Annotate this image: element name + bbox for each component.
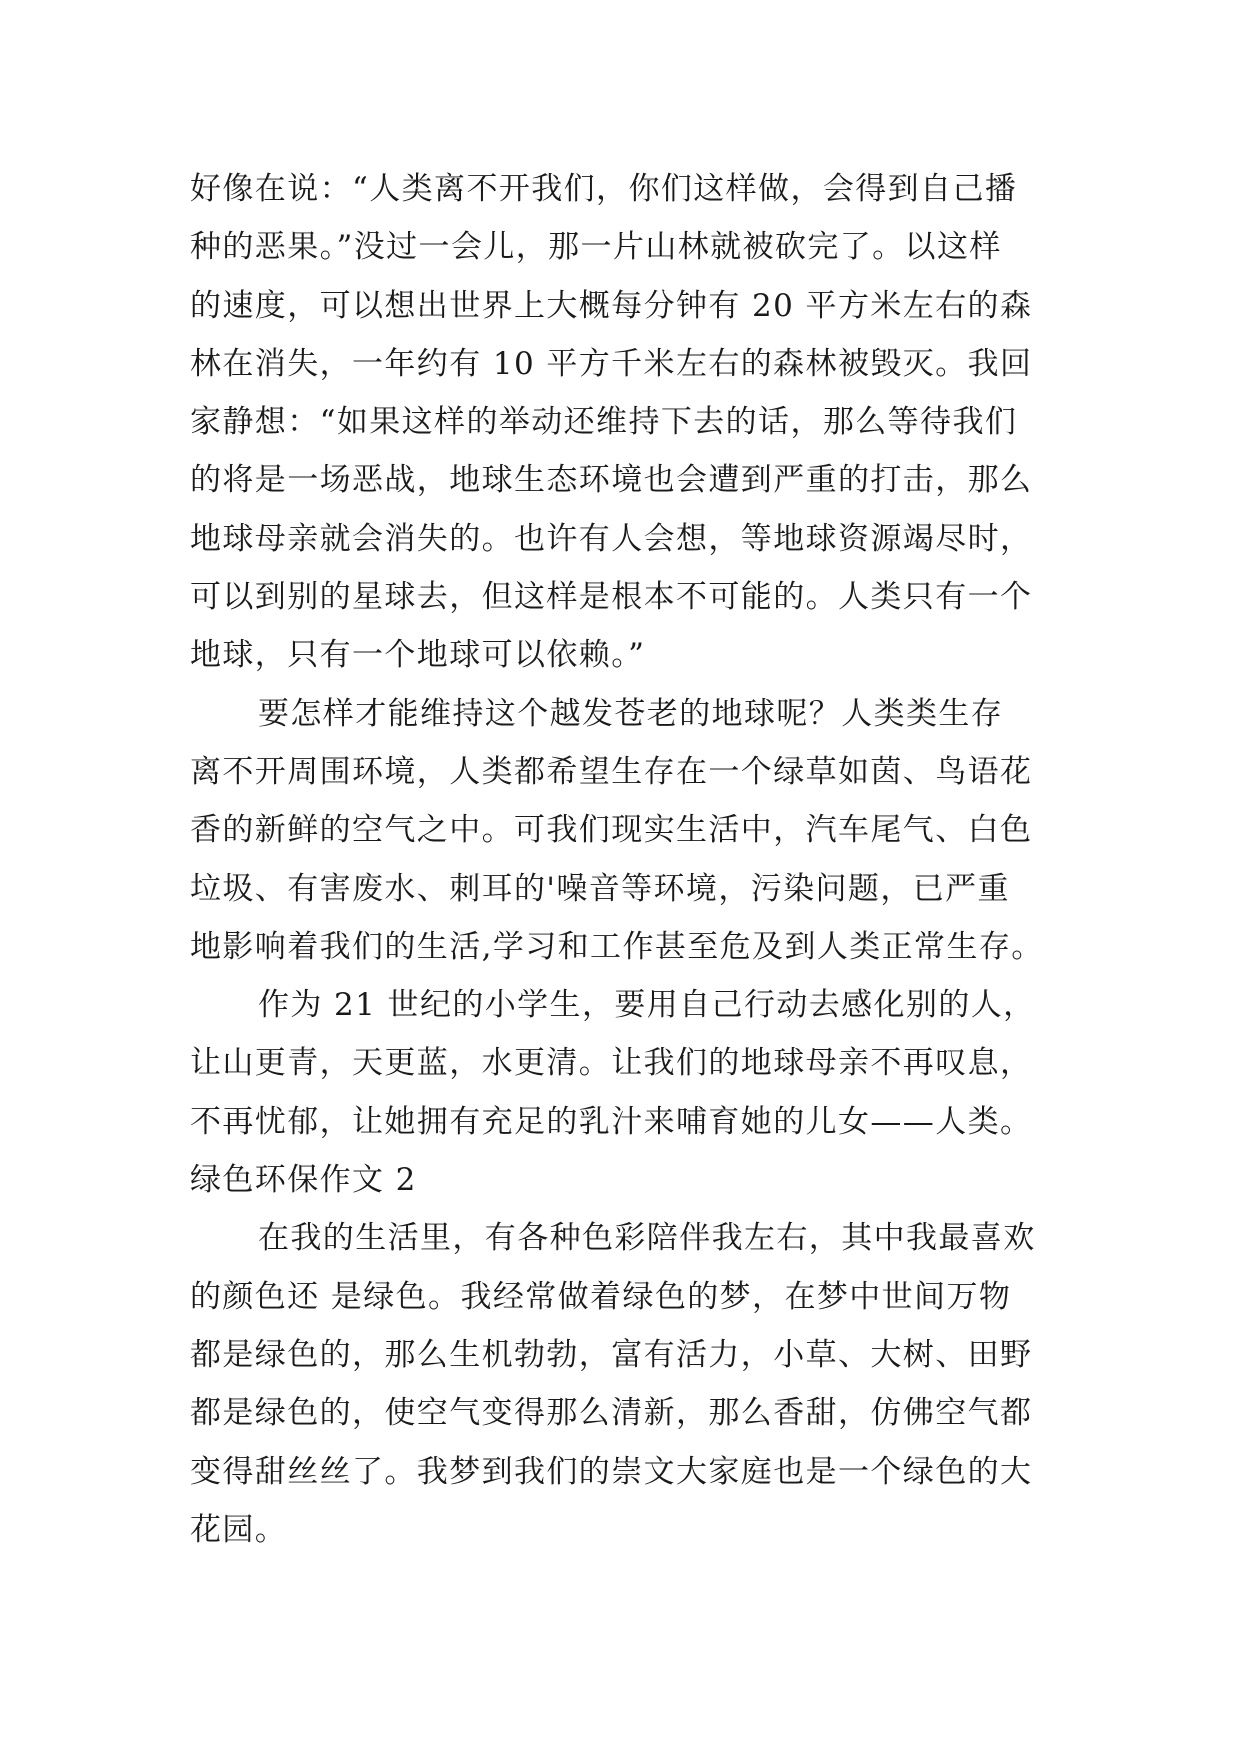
text-line: 地球母亲就会消失的。也许有人会想，等地球资源竭尽时， — [190, 520, 1033, 557]
paragraph-first-line: 在我的生活里，有各种色彩陪伴我左右，其中我最喜欢 — [258, 1220, 1036, 1257]
document-body — [190, 160, 1070, 1559]
text-line: 可以到别的星球去，但这样是根本不可能的。人类只有一个 — [190, 579, 1033, 616]
text-line: 都是绿色的，使空气变得那么清新，那么香甜，仿佛空气都 — [190, 1395, 1033, 1432]
text-line: 香的新鲜的空气之中。可我们现实生活中，汽车尾气、白色 — [190, 812, 1033, 849]
text-line: 种的恶果。”没过一会儿，那一片山林就被砍完了。以这样 — [190, 229, 1002, 266]
text-line: 变得甜丝丝了。我梦到我们的崇文大家庭也是一个绿色的大 — [190, 1453, 1033, 1490]
text-line: 花园。 — [190, 1511, 288, 1548]
paragraph-first-line: 作为 21 世纪的小学生，要用自己行动去感化别的人， — [258, 987, 1036, 1024]
text-line: 地影响着我们的生活,学习和工作甚至危及到人类正常生存。 — [190, 928, 1044, 965]
text-line: 的将是一场恶战，地球生态环境也会遭到严重的打击，那么 — [190, 462, 1033, 499]
text-line: 不再忧郁，让她拥有充足的乳汁来哺育她的儿女——人类。 — [190, 1103, 1033, 1140]
text-line: 地球，只有一个地球可以依赖。” — [190, 637, 646, 674]
text-line: 离不开周围环境，人类都希望生存在一个绿草如茵、鸟语花 — [190, 753, 1033, 790]
text-line: 林在消失，一年约有 10 平方千米左右的森林被毁灭。我回 — [190, 345, 1033, 382]
text-line: 让山更青，天更蓝，水更清。让我们的地球母亲不再叹息， — [190, 1045, 1033, 1082]
text-line: 家静想：“如果这样的举动还维持下去的话，那么等待我们 — [190, 404, 1018, 441]
paragraph-first-line: 要怎样才能维持这个越发苍老的地球呢？人类类生存 — [258, 695, 1004, 732]
text-line: 的颜色还 是绿色。我经常做着绿色的梦，在梦中世间万物 — [190, 1278, 1012, 1315]
text-line: 好像在说：“人类离不开我们，你们这样做，会得到自己播 — [190, 171, 1018, 207]
text-line: 垃圾、有害废水、刺耳的'噪音等环境，污染问题，已严重 — [190, 870, 1010, 907]
section-heading: 绿色环保作文 2 — [190, 1162, 417, 1199]
text-line: 的速度，可以想出世界上大概每分钟有 20 平方米左右的森 — [190, 287, 1033, 324]
text-line: 都是绿色的，那么生机勃勃，富有活力，小草、大树、田野 — [190, 1336, 1033, 1373]
